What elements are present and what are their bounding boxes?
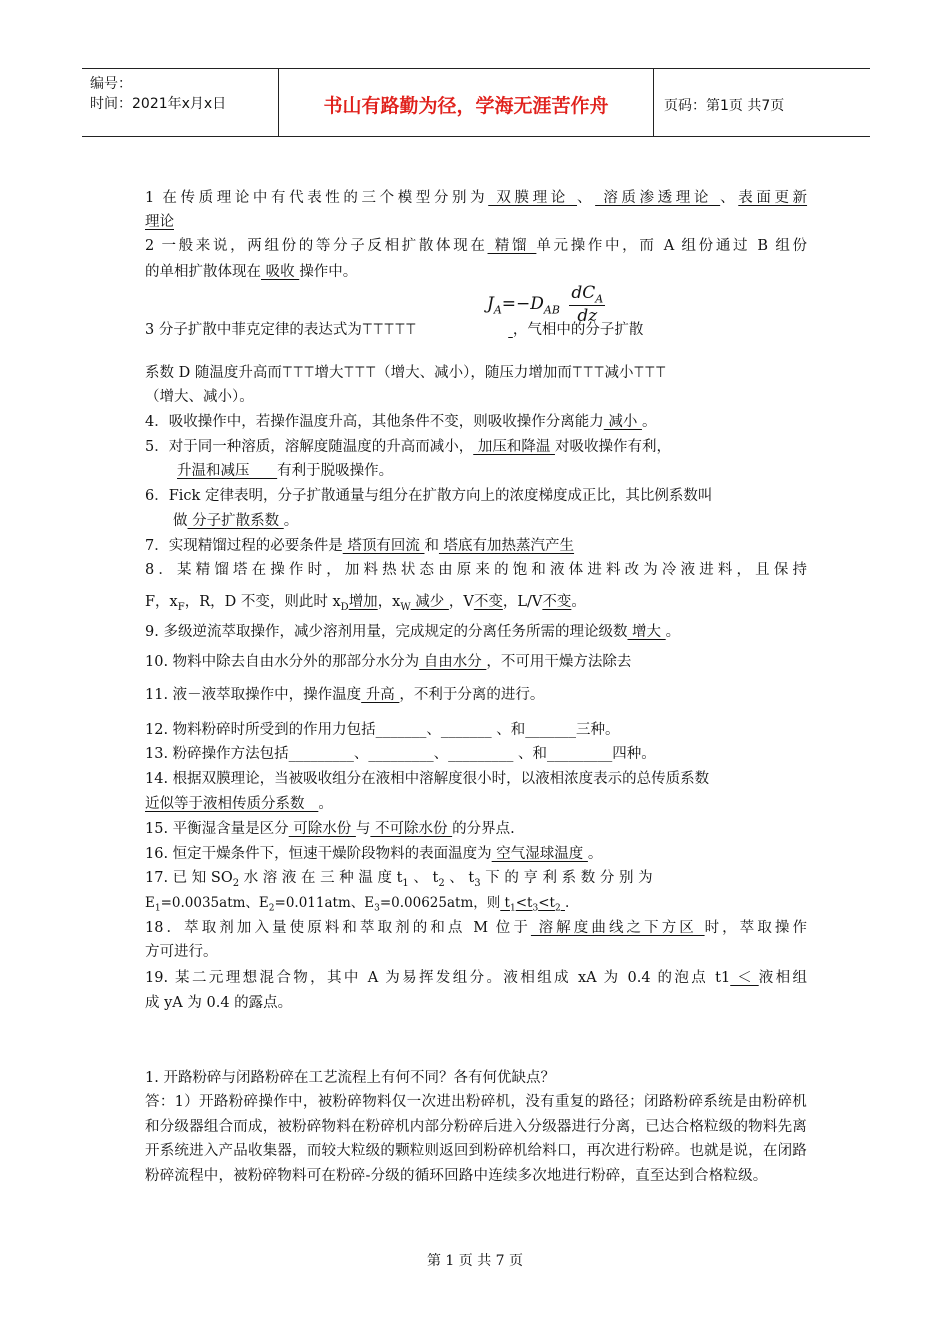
motto: 书山有路勤为径，学海无涯苦作舟: [323, 95, 609, 117]
question-5-line-2: 升温和减压 有利于脱吸操作。: [177, 463, 394, 479]
question-2-line-1: 2 一般来说，两组份的等分子反相扩散体现在 精馏 单元操作中，而 A 组份通过 B 组份: [145, 238, 808, 254]
question-3-line-3: （增大、减小）。: [145, 389, 254, 405]
question-13: 13. 粉碎操作方法包括_________、_________、_________ 、和_________四种。: [145, 746, 656, 762]
question-3-line-1: 3 分子扩散中菲克定律的表达式为ꔋꔋꔋꔋꔋ ，气相中的分子扩散: [145, 322, 644, 338]
question-14-line-1: 14. 根据双膜理论，当被吸收组分在液相中溶解度很小时，以液相浓度表示的总传质系数: [145, 771, 710, 787]
fick-law-formula: $J_A=-D_{AB}$ $\frac{dC_A}{dz}$: [487, 283, 604, 327]
header-motto-cell: [279, 69, 654, 136]
number-label: 编号：: [90, 76, 132, 92]
question-9: 9. 多级逆流萃取操作，减少溶剂用量，完成规定的分离任务所需的理论级数 增大 。: [145, 624, 681, 640]
question-8-line-2: F，$x_F$，R，D 不变，则此时 $x_D$增加，$x_W$ 减少 ，V不变，L/V不变。: [145, 594, 586, 613]
question-15: 15. 平衡湿含量是区分 可除水份 与 不可除水份 的分界点.: [145, 821, 515, 837]
question-7: 7．实现精馏过程的必要条件是 塔顶有回流 和 塔底有加热蒸汽产生: [145, 538, 575, 554]
header-left-cell: [82, 69, 279, 136]
question-1-line-1: 1 在传质理论中有代表性的三个模型分别为 双膜理论 、 溶质渗透理论 、表面更新: [145, 190, 808, 206]
question-3-line-2: 系数 D 随温度升高而ꔋꔋꔋ增大ꔋꔋꔋ（增大、减小），随压力增加而ꔋꔋꔋ减小ꔋꔋꔋ: [145, 365, 667, 381]
question-8-line-1: 8．某精馏塔在操作时，加料热状态由原来的饱和液体进料改为冷液进料，且保持: [145, 562, 807, 578]
page-footer: 第 1 页 共 7 页: [426, 1253, 524, 1269]
question-1-line-2: 理论: [145, 214, 174, 230]
formula-fraction: $\frac{dC_A}{dz}$: [571, 283, 604, 327]
question-2-line-2: 的单相扩散体现在 吸收 操作中。: [145, 264, 358, 280]
question-19-line-1: 19. 某二元理想混合物，其中 A 为易挥发组分。液相组成 xA 为 0.4 的泡点 t1 ＜ 液相组: [145, 970, 808, 986]
question-18-line-1: 18．萃取剂加入量使原料和萃取剂的和点 M 位于 溶解度曲线之下方区 时，萃取操作: [145, 920, 808, 936]
question-18-line-2: 方可进行。: [145, 944, 218, 960]
essay-answer: 答：1）开路粉碎操作中，被粉碎物料仅一次进出粉碎机，没有重复的路径；闭路粉碎系统是由粉碎机和分级器组合而成，被粉碎物料在粉碎机内部分粉碎后进入分级器进行分离，已达合格粒级的物料先离开系统进入产品收集器，而较大粒级的颗粒则返回到粉碎机给料口，再次进行粉碎。也就是说，在闭路粉碎流程中，被粉碎物料可在粉碎-分级的循环回路中连续多次地进行粉碎，直至达到合格粒级。: [145, 1094, 807, 1184]
question-14-line-2: 近似等于液相传质分系数 。: [145, 796, 333, 812]
question-17-line-1: 17. 已 知 $SO_2$ 水 溶 液 在 三 种 温 度 $t_1$ 、 $t_2$ 、 $t_3$ 下 的 亨 利 系 数 分 别 为: [145, 870, 653, 889]
question-11: 11. 液－液萃取操作中，操作温度 升高 ，不利于分离的进行。: [145, 687, 545, 703]
date-label: 时间：2021年x月x日: [90, 96, 227, 112]
question-17-line-2: $E_1=0.0035atm$、$E_2=0.011atm$、$E_3=0.00625atm$，则 $t_1<t_3<t_2$ .: [145, 895, 570, 914]
question-4: 4．吸收操作中，若操作温度升高，其他条件不变，则吸收操作分离能力 减小 。: [145, 414, 657, 430]
essay-question-title: 1. 开路粉碎与闭路粉碎在工艺流程上有何不同？各有何优缺点？: [145, 1070, 555, 1086]
header-page-cell: [654, 69, 870, 136]
question-6-line-1: 6．Fick 定律表明，分子扩散通量与组分在扩散方向上的浓度梯度成正比，其比例系数叫: [145, 488, 713, 504]
question-6-line-2: 做 分子扩散系数 。: [173, 513, 299, 529]
question-5-line-1: 5．对于同一种溶质，溶解度随温度的升高而减小， 加压和降温 对吸收操作有利，: [145, 439, 671, 455]
page-header: [82, 68, 870, 137]
question-19-line-2: 成 yA 为 0.4 的露点。: [145, 995, 293, 1011]
question-16: 16. 恒定干燥条件下，恒速干燥阶段物料的表面温度为 空气湿球温度 。: [145, 846, 603, 862]
page-label: 页码：第1页 共7页: [664, 98, 785, 114]
question-12: 12. 物料粉碎时所受到的作用力包括_______、_______ 、和_______三种。: [145, 722, 620, 738]
question-10: 10. 物料中除去自由水分外的那部分水分为 自由水分 ，不可用干燥方法除去: [145, 654, 632, 670]
